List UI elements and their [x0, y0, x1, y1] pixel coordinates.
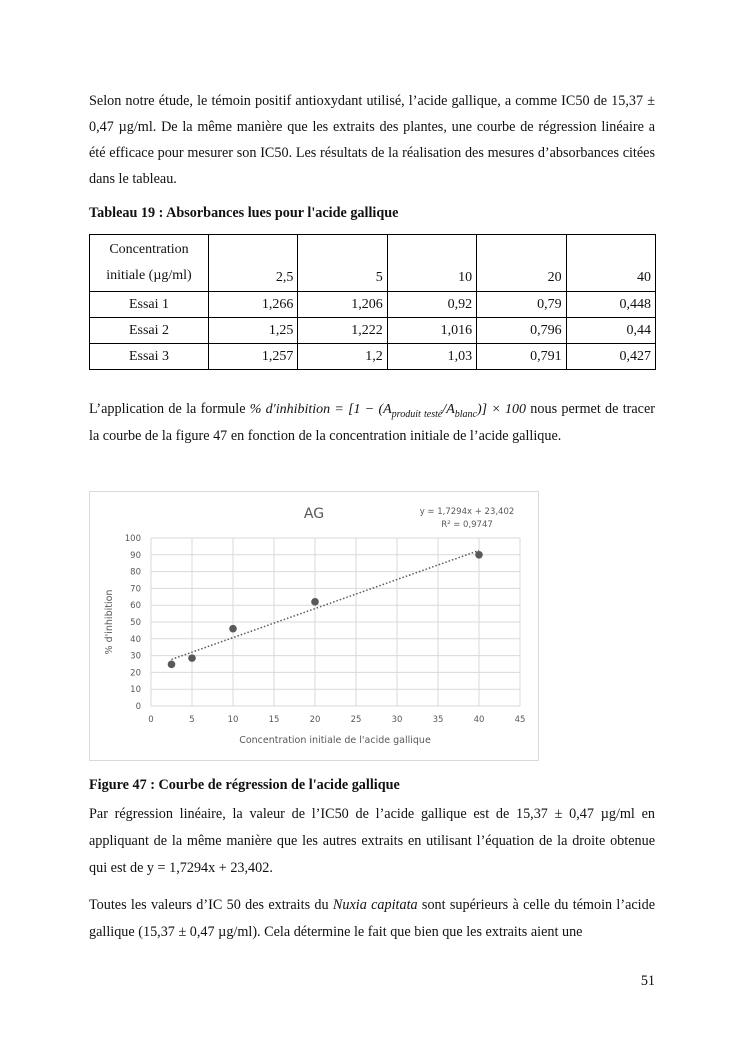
formula-sub: blanc [454, 408, 477, 420]
table-cell: 1,222 [298, 318, 387, 344]
table-cell: 0,427 [566, 344, 655, 370]
y-tick-label: 30 [130, 651, 141, 662]
page-number: 51 [640, 973, 655, 989]
y-tick-label: 70 [130, 584, 141, 595]
table-caption: Tableau 19 : Absorbances lues pour l'acide gallique [89, 205, 399, 221]
row-label: Essai 3 [90, 344, 209, 370]
paragraph-formula [89, 396, 655, 450]
table-header-row [90, 235, 656, 292]
x-tick-label: 5 [189, 715, 195, 725]
y-tick-label: 80 [130, 567, 141, 578]
regression-chart [89, 491, 539, 761]
x-tick-label: 15 [268, 715, 280, 725]
x-axis-label: Concentration initiale de l'acide gallique [239, 735, 431, 746]
figure-caption: Figure 47 : Courbe de régression de l'acide gallique [89, 777, 400, 793]
formula-outro: nous permet de tracer la courbe de la figure 47 en fonction de la concentration initiale de l’acide gallique. [89, 401, 655, 444]
y-tick-label: 60 [130, 601, 141, 612]
y-tick-label: 0 [135, 702, 141, 712]
table-cell: 1,266 [209, 292, 298, 318]
table-cell: 1,25 [209, 318, 298, 344]
x-tick-label: 10 [227, 715, 239, 725]
table-cell: 0,796 [477, 318, 566, 344]
table-cell: 0,44 [566, 318, 655, 344]
x-tick-label: 40 [473, 715, 485, 725]
inhibition-formula [249, 402, 527, 420]
x-tick-label: 30 [391, 715, 403, 725]
table-cell: 1,257 [209, 344, 298, 370]
x-tick-label: 20 [309, 715, 321, 725]
table-cell: 0,79 [477, 292, 566, 318]
row-label: Essai 2 [90, 318, 209, 344]
header-cell: 2,5 [209, 235, 298, 292]
species-name: Nuxia capitata [332, 897, 418, 913]
absorbance-table [89, 234, 656, 370]
y-axis-label: % d'inhibition [104, 589, 115, 655]
paragraph-ic50: Par régression linéaire, la valeur de l’IC50 de l’acide gallique est de 15,37 ± 0,47 µg/ml en appliquant de la même manière que les autres extraits en utilisant l’équation de la droite obtenue qui est de y = 1,7294x + 23,402. [89, 806, 655, 876]
chart-title: AG [303, 506, 325, 522]
table-row [90, 318, 656, 344]
y-tick-label: 90 [130, 550, 141, 561]
header-cell: 20 [477, 235, 566, 292]
x-tick-label: 45 [514, 715, 526, 725]
x-tick-label: 25 [350, 715, 362, 725]
table-cell: 1,2 [298, 344, 387, 370]
header-cell: 40 [566, 235, 655, 292]
x-tick-label: 0 [148, 715, 154, 725]
y-tick-label: 20 [130, 668, 141, 679]
data-point [188, 654, 196, 662]
table-cell: 1,03 [387, 344, 476, 370]
text: Toutes les valeurs d’IC 50 des extraits du [89, 897, 333, 913]
header-concentration: Concentration initiale (µg/ml) [90, 235, 209, 292]
data-point [168, 661, 176, 669]
trendline-r2: R² = 0,9747 [441, 520, 493, 530]
text: sont supérieurs à celle du témoin l’acide gallique (15,37 ± 0,47 µg/ml). Cela détermine le fait que bien que les extraits aient une [89, 897, 656, 940]
table-cell: 0,791 [477, 344, 566, 370]
trendline-equation: y = 1,7294x + 23,402 [419, 507, 515, 517]
table-cell: 0,92 [387, 292, 476, 318]
data-point [311, 598, 319, 606]
y-tick-label: 10 [130, 685, 141, 696]
formula-part: % d′inhibition = [1 − (A [249, 402, 392, 417]
row-label: Essai 1 [90, 292, 209, 318]
table-cell: 0,448 [566, 292, 655, 318]
formula-part: /A [442, 402, 455, 417]
header-cell: 10 [387, 235, 476, 292]
y-tick-label: 40 [130, 634, 141, 645]
data-point [229, 625, 237, 633]
table-row [90, 344, 656, 370]
table-cell: 1,206 [298, 292, 387, 318]
y-tick-label: 100 [124, 534, 141, 544]
formula-part: )] × 100 [476, 402, 527, 417]
chart-svg [90, 492, 540, 762]
header-cell: 5 [298, 235, 387, 292]
paragraph-intro: Selon notre étude, le témoin positif antioxydant utilisé, l’acide gallique, a comme IC50 de 15,37 ± 0,47 µg/ml. De la même manière que les extraits des plantes, une courbe de régression linéaire a été efficace pour mesurer son IC50. Les résultats de la réalisation des mesures d’absorbances citées dans le tableau. [89, 93, 655, 187]
formula-intro: L’application de la formule [89, 401, 246, 417]
data-point [475, 551, 483, 559]
y-tick-label: 50 [130, 618, 141, 628]
formula-sub: produit testé [391, 408, 443, 420]
paragraph-comparison [89, 892, 655, 946]
table-cell: 1,016 [387, 318, 476, 344]
x-tick-label: 35 [432, 715, 444, 725]
table-row [90, 292, 656, 318]
